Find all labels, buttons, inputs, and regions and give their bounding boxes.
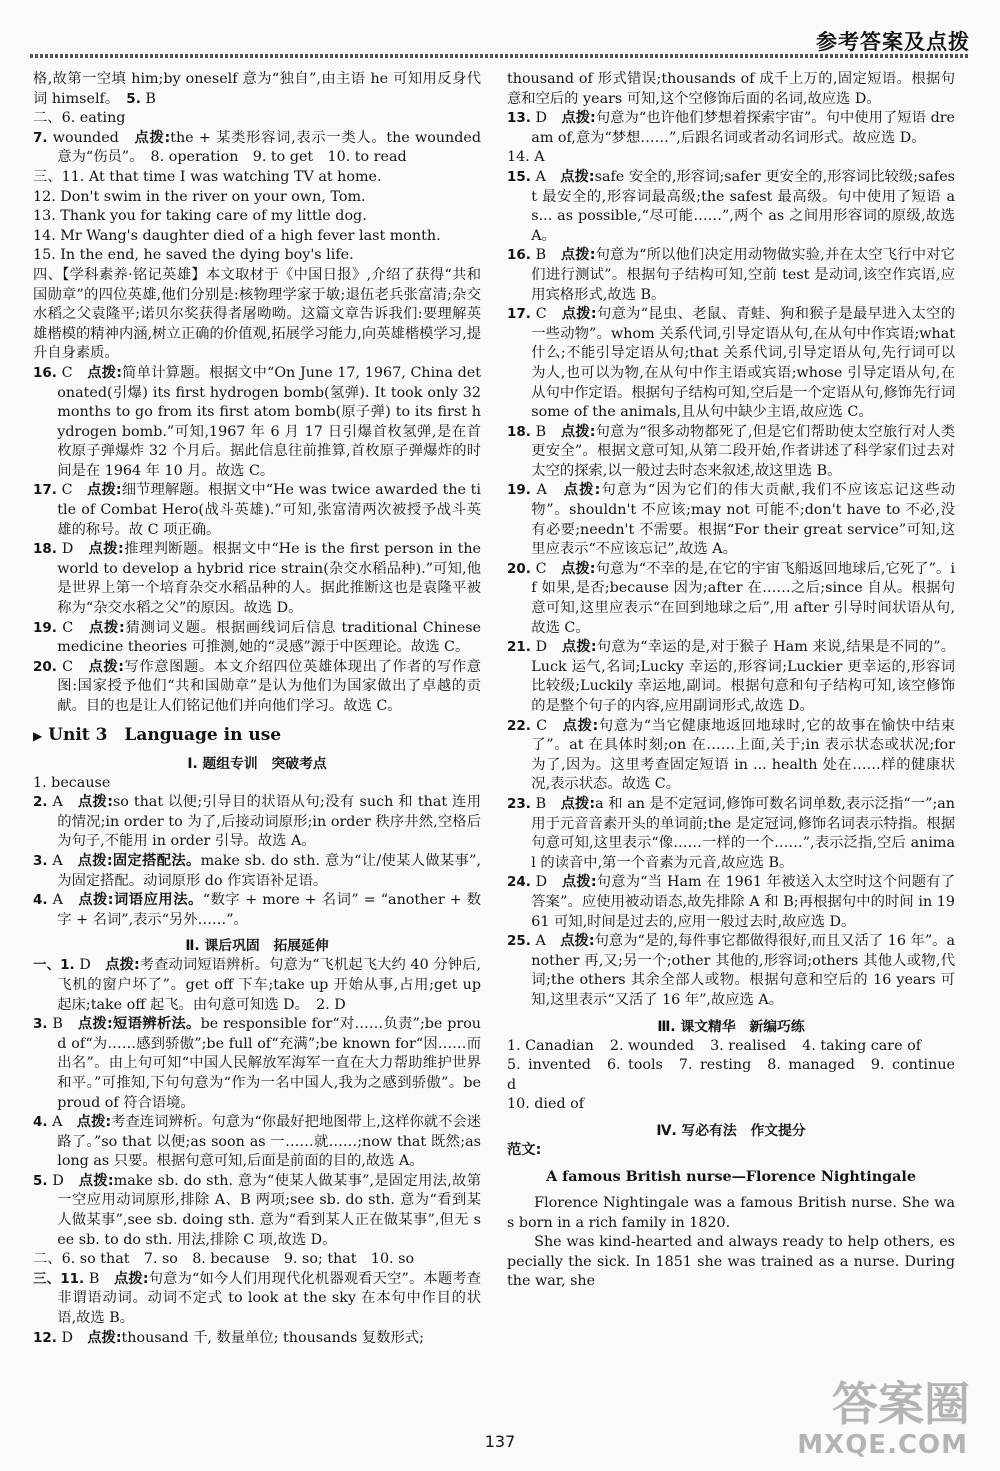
page-number: 137 (484, 1432, 516, 1451)
header-title: 参考答案及点拨 (816, 30, 970, 54)
answer-line: 1. because (33, 774, 111, 791)
answer-item: 20. C 点拨:写作意图题。本文介绍四位英雄体现出了作者的写作意图:国家授予他们“共和国勋章”是认为他们为国家做出了卓越的贡献。目的也是让人们铭记他们并向他们学习。故选 C。 (33, 658, 482, 714)
answer-sentence: 三、11. At that time I was watching TV at home. (33, 168, 382, 185)
vocab-answer: 4. taking care of (802, 1037, 922, 1054)
answer-item: 20. C 点拨:句意为“不幸的是,在它的宇宙飞船返回地球后,它死了”。if 如果,是否;because 因为;after 在……之后;since 自从。根据句意可知,这里应表示“在回到地球之后”,用 after 引导时间状语从句,故选 C。 (507, 560, 956, 636)
answer-item: 18. B 点拨:句意为“很多动物都死了,但是它们帮助使太空旅行对人类更安全”。根据文意可知,从第二段开始,作者讲述了科学家们过去对太空的探索,以一般过去时态来叙述,故这里选 B。 (507, 423, 956, 479)
answer-line: 格,故第一空填 him;by oneself 意为“独自”,由主语 he 可知用反身代词 himself。 5. B (33, 71, 481, 107)
answer-item: 2. A 点拨:so that 以便;引导目的状语从句;没有 such 和 that 连用的情况;in order to 为了,后接动词原形;in order 秩序井然,空格后为句子,不能用 in order 引导。故选 A。 (33, 794, 481, 850)
section-heading: Ⅱ. 课后巩固 拓展延伸 (185, 938, 329, 955)
answer-item: 19. A 点拨:句意为“因为它们的伟大贡献,我们不应该忘记这些动物”。shouldn't 不应该;may not 可能不;don't have to 不必,没有必要;needn't 不需要。根据“For their great service”可知,这里应表示“不应该忘记”,故选 A。 (507, 482, 956, 558)
vocab-answer: 5. invented (507, 1057, 591, 1074)
answer-item: 4. A 点拨:考查连词辨析。句意为“你最好把地图带上,这样你就不会迷路了。”so that 以便;as soon as 一……就……;now that 既然;as long as 只要。根据句意可知,后面是前面的目的,故选 A。 (33, 1114, 482, 1170)
answer-line: 14. A (507, 149, 545, 166)
answer-item: 16. C 点拨:简单计算题。根据文中“On June 17, 1967, China detonated(引爆) its first hydrogen bomb(氢弹). It took only 32 months to go from its first atom bomb(原子弹) to its first hydrogen bomb.”可知,1967 年 6 月 17 日引爆首枚氢弹,是在首枚原子弹爆炸 32 个月后。据此信息往前推算,首枚原子弹爆炸的时间是在 1964 年 10 月。故选 C。 (33, 364, 482, 479)
answer-item: 一、1. D 点拨:考查动词短语辨析。句意为“飞机起飞大约 40 分钟后,飞机的窗户坏了”。get off 下车;take up 开始从事,占用;get up 起床;take off 起飞。由句意可知选 D。 2. D (33, 957, 481, 1013)
answer-sentence: 14. Mr Wang's daughter died of a high fever last month. (33, 227, 441, 244)
watermark-url-text: MXQE.COM (797, 1430, 968, 1460)
answer-line: 二、6. so that 7. so 8. because 9. so; that 10. so (33, 1251, 415, 1268)
essay-paragraph: Florence Nightingale was a famous British nurse. She was born in a rich family in 1820. (507, 1195, 955, 1231)
answer-item: 5. D 点拨:make sb. do sth. 意为“使某人做某事”,是固定用法,故第一空应用动词原形,排除 A、B 两项;see sb. do sth. 意为“看到某人做某事”,see sb. doing sth. 意为“看到某人正在做某事”,但无 see sb. to do sth. 用法,排除 C 项,故选 D。 (33, 1172, 482, 1248)
essay-paragraph: She was kind-hearted and always ready to help others, especially the sick. In 1851 she was trained as a nurse. During the war, she (507, 1234, 955, 1290)
answer-item: 三、11. B 点拨:句意为“如今人们用现代化机器观看天空”。本题考查非谓语动词。动词不定式 to look at the sky 在本句中作目的状语,故选 B。 (33, 1270, 482, 1327)
vocab-answer: 10. died of (507, 1096, 585, 1113)
answer-line: thousand of 形式错误;thousands of 成千上万的,固定短语。根据句意和空后的 years 可知,这个空修饰后面的名词,故应选 D。 (507, 71, 955, 107)
answer-item: 18. D 点拨:推理判断题。根据文中“He is the first person in the world to develop a hybrid rice strain(杂交水稻品种).”可知,他是世界上第一个培育杂交水稻品种的人。据此推断这也是袁隆平被称为“杂交水稻之父”的原因。故选 D。 (33, 541, 482, 617)
watermark-logo (797, 1368, 970, 1463)
answer-sentence: 13. Thank you for taking care of my little dog. (33, 208, 367, 225)
right-column (507, 70, 955, 1292)
answer-item: 23. B 点拨:a 和 an 是不定冠词,修饰可数名词单数,表示泛指“一”;an 用于元音音素开头的单词前;the 是定冠词,修饰名词表示特指。根据句意可知,这里表示“像……一样的一个……”,表示泛指,空后 animal 的读音中,第一个音素为元音,故应选 B。 (507, 795, 956, 871)
triangle-icon: ▶ (33, 728, 43, 743)
vocab-answer: 3. realised (710, 1037, 787, 1054)
section-heading: Ⅰ. 题组专训 突破考点 (187, 755, 327, 772)
section-heading: Ⅳ. 写必有法 作文提分 (656, 1122, 806, 1139)
answer-item: 17. C 点拨:细节理解题。根据文中“He was twice awarded the title of Combat Hero(战斗英雄).”可知,张富清两次被授予战斗英雄的称号。故 C 项正确。 (33, 482, 481, 538)
answer-item: 22. C 点拨:句意为“当它健康地返回地球时,它的故事在愉快中结束了”。at 在具体时刻;on 在……上面,关于;in 表示状态或状况;for 为了,因为。这里考查固定短语 in ... health 处在……样的健康状况,表示状态。故选 C。 (507, 717, 956, 793)
answer-item: 19. C 点拨:猜测词义题。根据画线词后信息 traditional Chinese medicine theories 可推测,她的“灵感”源于中医理论。故选 C。 (33, 619, 481, 656)
vocab-answer: 9. continued (507, 1057, 955, 1093)
vocab-answer: 1. Canadian (507, 1037, 594, 1054)
page-header (30, 22, 970, 58)
answer-item: 3. A 点拨:固定搭配法。make sb. do sth. 意为“让/使某人做某事”,为固定搭配。动词原形 do 作宾语补足语。 (33, 852, 482, 889)
answer-item: 25. A 点拨:句意为“是的,每件事它都做得很好,而且又活了 16 年”。another 再,又;另一个;other 其他的,形容词;others 其他人或物,代词;the others 其余全部人或物。根据句意和空后的 16 years 可知,这里表示“又活了 16 年”,故应选 A。 (507, 933, 956, 1008)
vocab-answer: 7. resting (678, 1057, 752, 1074)
essay-title: A famous British nurse—Florence Nightingale (546, 1169, 916, 1186)
vocab-answers (507, 1037, 955, 1115)
answer-item: 24. D 点拨:句意为“当 Ham 在 1961 年被送入太空时这个问题有了答案”。应使用被动语态,故先排除 A 和 B;再根据句中的时间 in 1961 可知,时间是过去的,应用一般过去时,故应选 D。 (507, 874, 955, 930)
answer-sentence: 15. In the end, he saved the dying boy's life. (33, 247, 354, 264)
watermark-logo-text: 答案圈 (832, 1377, 970, 1431)
left-column (33, 70, 481, 1348)
answer-item: 7. wounded 点拨:the + 某类形容词,表示一类人。the wounded 意为“伤员”。 8. operation 9. to get 10. to read (33, 129, 482, 166)
answer-item: 21. D 点拨:句意为“幸运的是,对于猴子 Ham 来说,结果是不同的”。Luck 运气,名词;Lucky 幸运的,形容词;Luckier 更幸运的,形容词比较级;Luckily 幸运地,副词。根据句意和句子结构可知,该空修饰的是整个句子的内容,应用副词形式,故选 D。 (507, 639, 956, 714)
unit-heading: ▶ Unit 3 Language in use (33, 724, 282, 745)
answer-item: 17. C 点拨:句意为“昆虫、老鼠、青蛙、狗和猴子是最早进入太空的一些动物”。whom 关系代词,引导定语从句,在从句中作宾语;what 什么;不能引导定语从句;that 关系代词,引导定语从句,先行词可以为人,也可以为物,在从句中作主语或宾语;whose 引导定语从句,在从句中作定语。根据句子结构可知,空后是一个定语从句,修饰先行词 some of the animals,且从句中缺少主语,故应选 C。 (507, 306, 956, 421)
vocab-answer: 2. wounded (609, 1037, 695, 1054)
answer-item: 3. B 点拨:短语辨析法。be responsible for“对……负责”;be proud of“为……感到骄傲”;be full of“充满”;be known for“因……而出名”。由上句可知“中国人民解放军海军一直在大力帮助维护世界和平。”可推知,下句句意为“作为一名中国人,我为之感到骄傲”。be proud of 符合语境。 (33, 1016, 482, 1111)
answer-item: 4. A 点拨:词语应用法。“数字 + more + 名词” = “another + 数字 + 名词”,表示“另外……”。 (33, 892, 482, 928)
vocab-answer: 6. tools (606, 1057, 663, 1074)
section-heading: Ⅲ. 课文精华 新编巧练 (657, 1018, 805, 1035)
answer-sentence: 12. Don't swim in the river on your own, Tom. (33, 188, 366, 205)
passage-intro: 四、【学科素养·铭记英雄】本文取材于《中国日报》,介绍了获得“共和国勋章”的四位英雄,他们分别是:核物理学家于敏;退伍老兵张富清;杂交水稻之父袁隆平;诺贝尔奖获得者屠呦呦。这篇文章告诉我们:要理解英雄楷模的精神内涵,树立正确的价值观,拓展学习能力,向英雄楷模学习,提升自身素质。 (33, 266, 481, 362)
answer-item: 15. A 点拨:safe 安全的,形容词;safer 更安全的,形容词比较级;safest 最安全的,形容词最高级;the safest 最高级。句中使用了短语 as... as possible,“尽可能……”,两个 as 之间用形容词的原级,故选 A。 (507, 168, 956, 244)
header-rule (30, 54, 970, 58)
answer-item: 12. D 点拨:thousand 千, 数量单位; thousands 复数形式; (33, 1329, 424, 1346)
answer-item: 13. D 点拨:句意为“也许他们梦想着探索宇宙”。句中使用了短语 dream of,意为“梦想……”,后跟名词或者动名词形式。故应选 D。 (507, 110, 956, 146)
vocab-answer: 8. managed (767, 1057, 855, 1074)
answer-line: 二、6. eating (33, 110, 126, 127)
answer-item: 16. B 点拨:句意为“所以他们决定用动物做实验,并在太空飞行中对它们进行测试”。根据句子结构可知,空前 test 是动词,该空作宾语,应用宾格形式,故选 B。 (507, 247, 956, 303)
model-essay-label: 范文: (507, 1141, 542, 1158)
